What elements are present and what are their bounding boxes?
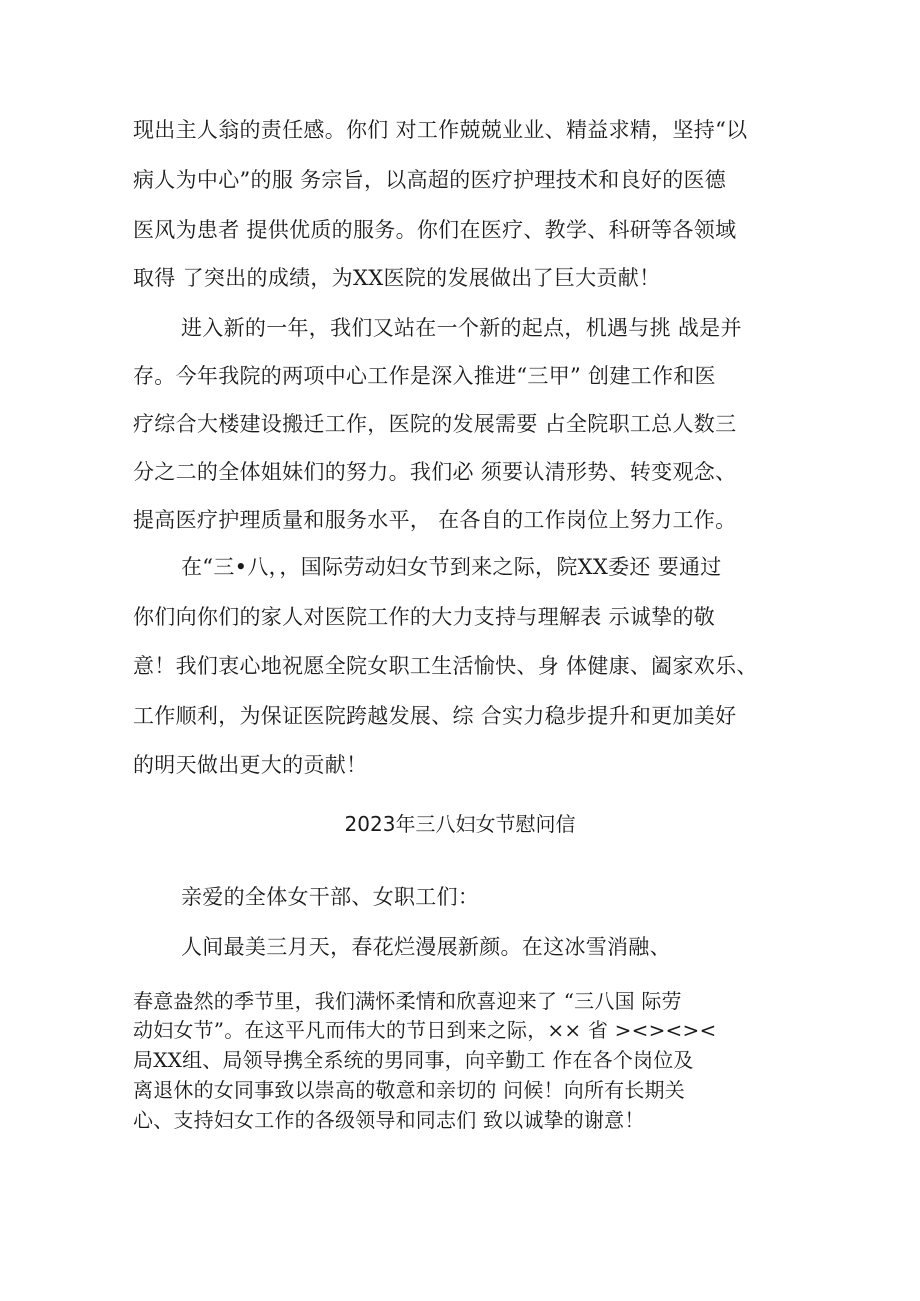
text-line: 的明天做出更大的贡献！	[133, 753, 368, 777]
text-line: 春意盎然的季节里，我们满怀柔情和欣喜迎来了 “三八国 际劳	[133, 989, 682, 1013]
text-line: 你们向你们的家人对医院工作的大力支持与理解表 示诚挚的敬	[133, 605, 716, 629]
text-line: 心、支持妇女工作的各级领导和同志们 致以诚挚的谢意！	[133, 1108, 645, 1132]
text-line: 人间最美三月天，春花烂漫展新颜。在这冰雪消融、	[181, 935, 671, 959]
text-line: 分之二的全体姐妹们的努力。我们必 须要认清形势、转变观念、	[133, 460, 737, 484]
text-line: 动妇女节”。在这平凡而伟大的节日到来之际，×× 省 ><><><	[133, 1018, 717, 1042]
text-line: 提高医疗护理质量和服务水平， 在各自的工作岗位上努力工作。	[133, 508, 737, 532]
text-line: 在“三•八，，国际劳动妇女节到来之际，院XX委还 要通过	[181, 555, 722, 579]
text-line: 现出主人翁的责任感。你们 对工作兢兢业业、精益求精，坚持“以	[133, 118, 748, 142]
text-line: 离退休的女同事致以崇高的敬意和亲切的 问候！向所有长期关	[133, 1078, 685, 1102]
text-line: 工作顺利，为保证医院跨越发展、综 合实力稳步提升和更加美好	[133, 704, 737, 728]
salutation: 亲爱的全体女干部、女职工们：	[181, 885, 480, 909]
text-line: 进入新的一年，我们又站在一个新的起点，机遇与挑 战是并	[181, 316, 742, 340]
text-line: 存。今年我院的两项中心工作是深入推进“三甲” 创建工作和医	[133, 364, 716, 388]
text-line: 医风为患者 提供优质的服务。你们在医疗、教学、科研等各领域	[133, 218, 737, 242]
text-line: 取得 了突出的成绩，为XX医院的发展做出了巨大贡献！	[133, 266, 661, 290]
text-line: 局XX组、局领导携全系统的男同事，向辛勤工 作在各个岗位及	[133, 1048, 694, 1072]
text-line: 疗综合大楼建设搬迁工作，医院的发展需要 占全院职工总人数三	[133, 412, 737, 436]
text-line: 意！我们衷心地祝愿全院女职工生活愉快、身 体健康、阖家欢乐、	[133, 654, 758, 678]
letter-title: 2023年三八妇女节慰问信	[344, 812, 576, 836]
text-line: 病人为中心”的服 务宗旨，以高超的医疗护理技术和良好的医德	[133, 168, 727, 192]
